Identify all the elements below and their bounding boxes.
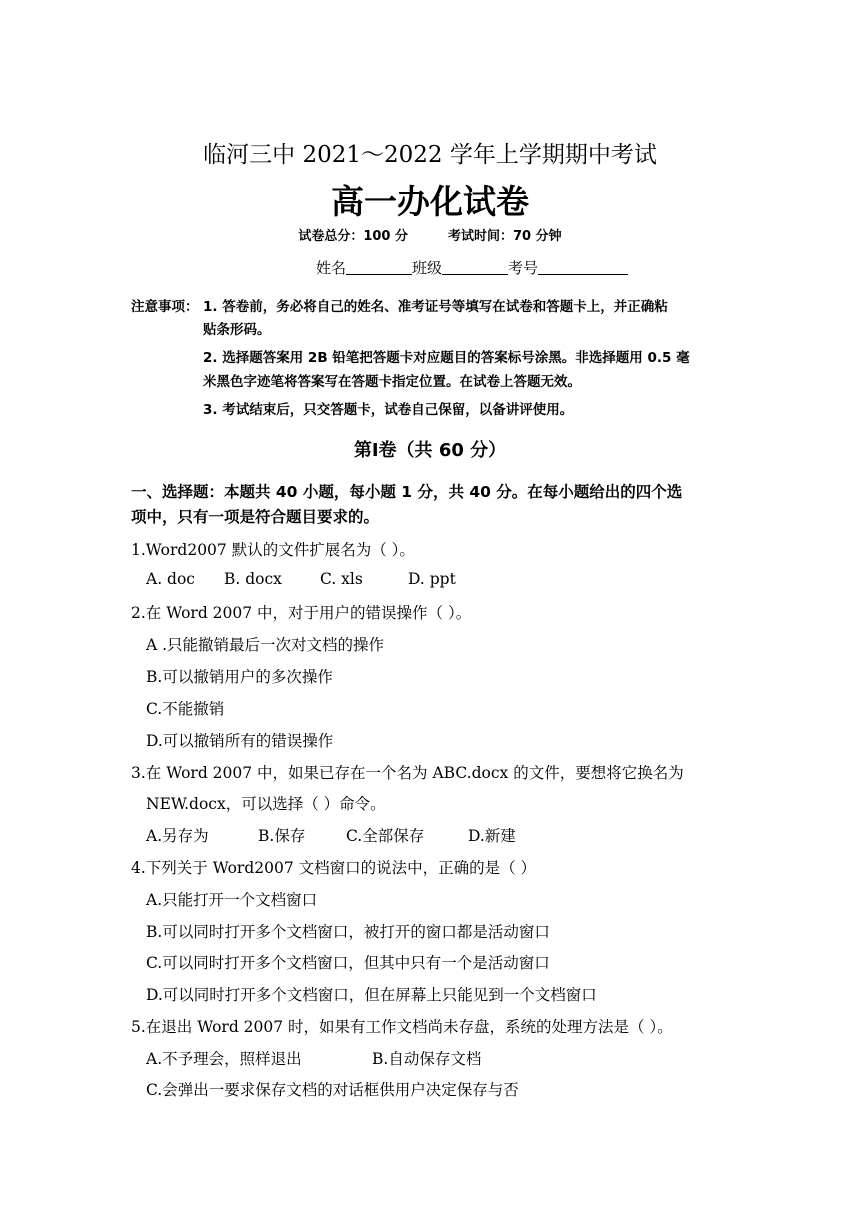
- name-label: 姓名: [316, 259, 347, 277]
- class-blank: [442, 260, 508, 275]
- q3-option-a: A.另存为: [146, 827, 209, 845]
- subject-title: 高一办化试卷: [331, 182, 529, 221]
- student-info-fields: [316, 257, 628, 278]
- q5-option-a: A.不予理会，照样退出: [146, 1050, 302, 1068]
- exam-no-blank: [538, 260, 628, 275]
- note-2-line-2: 米黑色字迹笔将答案写在答题卡指定位置。在试卷上答题无效。: [203, 374, 581, 390]
- q1-option-b: B. docx: [224, 570, 282, 588]
- q3-option-d: D.新建: [468, 827, 516, 845]
- q4-option-c: C.可以同时打开多个文档窗口，但其中只有一个是活动窗口: [146, 954, 550, 972]
- q5-option-b: B.自动保存文档: [372, 1050, 482, 1068]
- part-intro-line-2: 项中，只有一项是符合题目要求的。: [131, 508, 380, 526]
- question-5-options-ab: [146, 1047, 481, 1069]
- q3-option-b: B.保存: [258, 827, 306, 845]
- q4-option-a: A.只能打开一个文档窗口: [146, 891, 318, 909]
- section-title: 第Ⅰ卷（共 60 分）: [353, 440, 507, 461]
- question-3-stem-line-2: NEW.docx，可以选择（ ）命令。: [146, 795, 386, 813]
- exam-meta: [0, 225, 860, 244]
- total-score: 试卷总分：100 分: [298, 229, 409, 244]
- note-2-line-1: 2. 选择题答案用 2B 铅笔把答题卡对应题目的答案标号涂黑。非选择题用 0.5 毫: [203, 350, 690, 366]
- exam-time: 考试时间：70 分钟: [448, 229, 562, 244]
- q3-option-c: C.全部保存: [346, 827, 425, 845]
- note-1-line-2: 贴条形码。: [203, 322, 271, 338]
- exam-no-label: 考号: [508, 259, 539, 277]
- part-intro-line-1: 一、选择题：本题共 40 小题，每小题 1 分，共 40 分。在每小题给出的四个选: [131, 483, 683, 501]
- q2-option-a: A .只能撤销最后一次对文档的操作: [146, 636, 385, 654]
- question-1-stem: 1.Word2007 默认的文件扩展名为（ ）。: [131, 541, 415, 559]
- class-label: 班级: [412, 259, 443, 277]
- q1-option-d: D. ppt: [408, 570, 456, 588]
- question-3-options: [146, 824, 516, 846]
- question-2-stem: 2.在 Word 2007 中，对于用户的错误操作（ ）。: [131, 604, 472, 622]
- q2-option-b: B.可以撤销用户的多次操作: [146, 668, 333, 686]
- note-3: 3. 考试结束后，只交答题卡，试卷自己保留，以备讲评使用。: [203, 402, 574, 418]
- question-4-stem: 4.下列关于 Word2007 文档窗口的说法中，正确的是（ ）: [131, 859, 537, 877]
- school-exam-title: 临河三中 2021～2022 学年上学期期中考试: [203, 142, 657, 168]
- q2-option-d: D.可以撤销所有的错误操作: [146, 732, 334, 750]
- notes-label: 注意事项：: [131, 299, 199, 315]
- q2-option-c: C.不能撤销: [146, 700, 225, 718]
- q5-option-c: C.会弹出一要求保存文档的对话框供用户决定保存与否: [146, 1081, 519, 1099]
- note-1-line-1: 1. 答卷前，务必将自己的姓名、准考证号等填写在试卷和答题卡上，并正确粘: [203, 299, 668, 315]
- question-3-stem-line-1: 3.在 Word 2007 中，如果已存在一个名为 ABC.docx 的文件，要想将它换名为: [131, 764, 684, 782]
- q4-option-b: B.可以同时打开多个文档窗口，被打开的窗口都是活动窗口: [146, 923, 550, 941]
- question-1-options: [146, 570, 456, 588]
- q1-option-c: C. xls: [320, 570, 363, 588]
- q1-option-a: A. doc: [146, 570, 195, 588]
- q4-option-d: D.可以同时打开多个文档窗口，但在屏幕上只能见到一个文档窗口: [146, 986, 597, 1004]
- name-blank: [346, 260, 412, 275]
- question-5-stem: 5.在退出 Word 2007 时，如果有工作文档尚未存盘，系统的处理方法是（ ）。: [131, 1018, 673, 1036]
